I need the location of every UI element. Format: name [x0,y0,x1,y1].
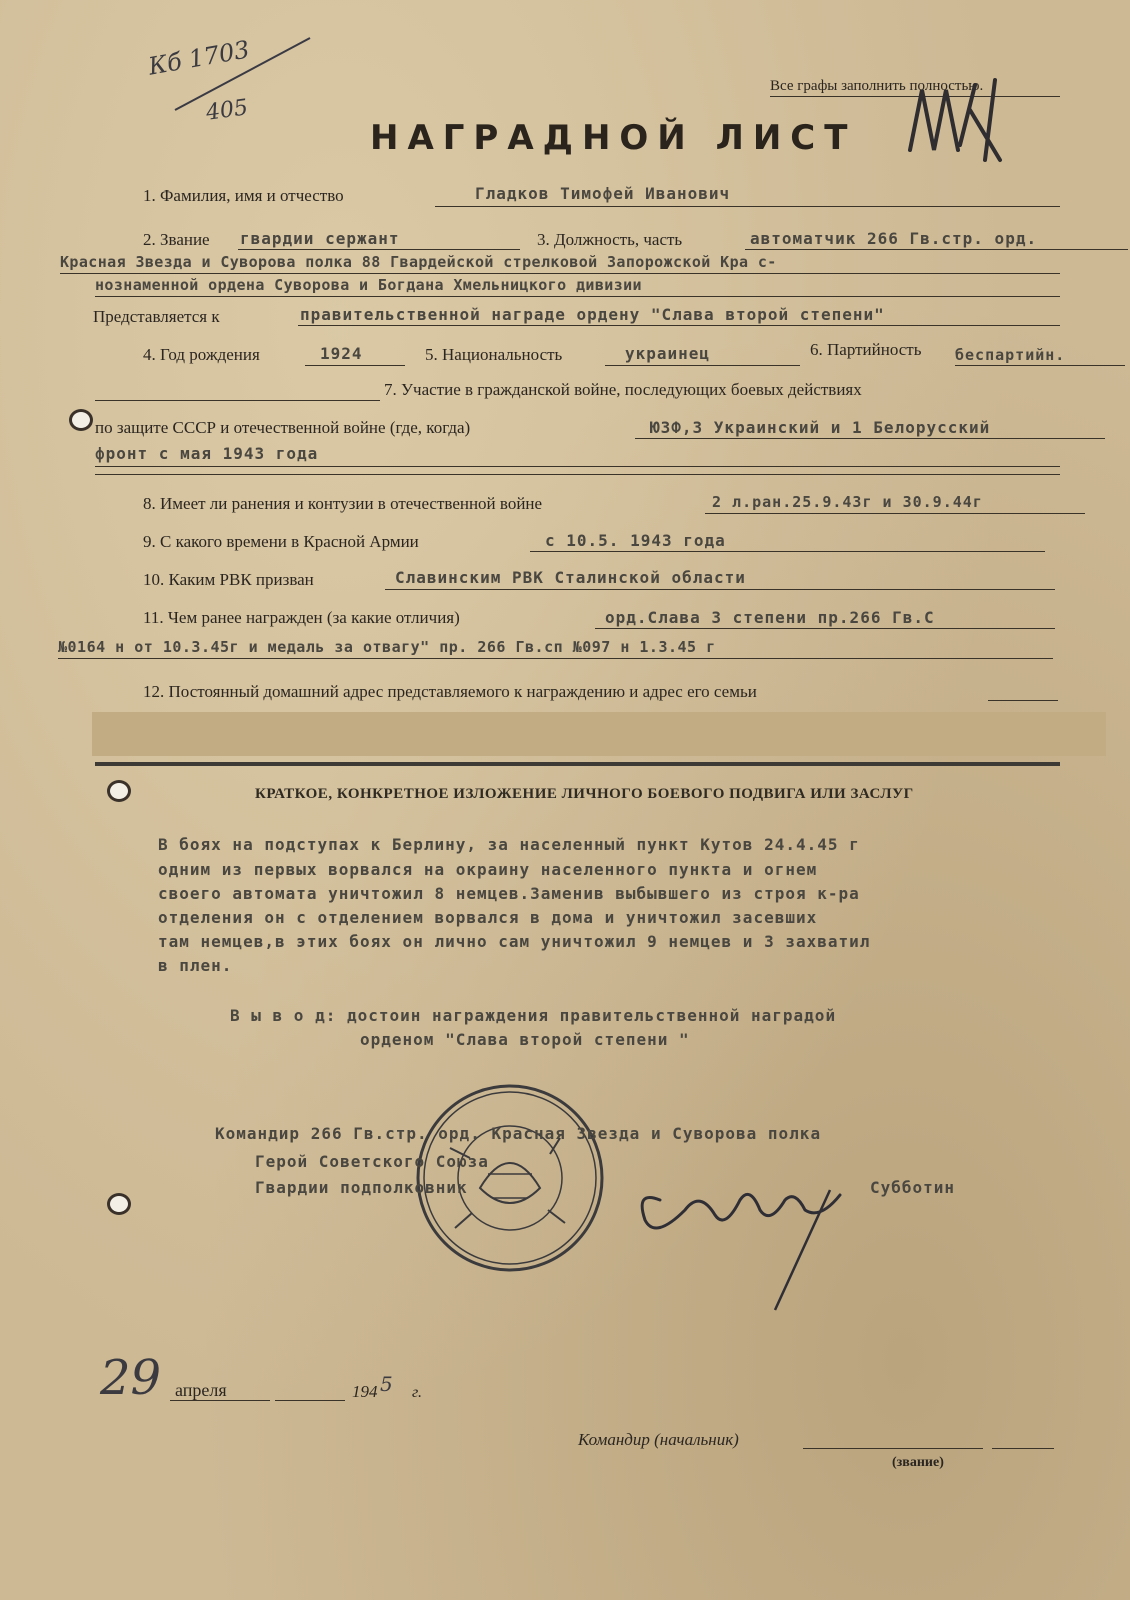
field-7-line3 [95,474,1060,475]
conclusion-line-1: В ы в о д: достоин награждения правительственной наградой [230,1006,837,1025]
field-7-label-line2: по защите СССР и отечественной войне (где, когда) [95,418,471,437]
field-12-line [988,700,1058,701]
signature-name: Субботин [870,1178,956,1197]
bottom-signature-line2 [992,1448,1054,1449]
presented-value: правительственной награде ордену "Слава второй степени" [300,305,885,324]
address-redaction [92,712,1106,756]
date-year-suffix: 5 [380,1372,393,1396]
field-12-label: 12. Постоянный домашний адрес представляемого к награждению и адрес его семьи [143,682,757,701]
date-year-prefix: 194 [352,1382,378,1401]
field-9-label: 9. С какого времени в Красной Армии [143,532,419,551]
field-3-value-line3: нознаменной ордена Суворова и Богдана Хмельницкого дивизии [95,276,642,294]
field-10-line [385,589,1055,590]
field-3-value-line2: Красная Звезда и Суворова полка 88 Гвардейской стрелковой Запорожской Кра с- [60,253,777,271]
date-year-abbrev: г. [412,1384,423,1401]
narrative-line-3: своего автомата уничтожил 8 немцев.Заменив выбывшего из строя к-ра [158,884,860,903]
corner-note-line2: 405 [204,95,250,126]
field-1-line [435,206,1060,207]
bottom-signature-line1 [803,1448,983,1449]
conclusion-line-2: орденом "Слава второй степени " [360,1030,690,1049]
handwritten-signature [630,1160,890,1320]
field-8-value: 2 л.ран.25.9.43г и 30.9.44г [712,493,983,511]
punch-hole-bottom [110,1196,128,1212]
section-divider [95,762,1060,766]
field-8-line [705,513,1085,514]
field-7-lead-line [95,400,380,401]
field-11-line2 [58,658,1053,659]
field-11-line1 [595,628,1055,629]
field-6-label: 6. Партийность [810,340,922,359]
date-day: 29 [100,1350,162,1406]
narrative-line-4: отделения он с отделением ворвался в дома и уничтожил засевших [158,908,818,927]
field-4-line [305,365,405,366]
field-9-value: с 10.5. 1943 года [545,531,726,550]
field-3-line3 [95,296,1060,297]
field-7-line1 [635,438,1105,439]
field-3-value-line1: автоматчик 266 Гв.стр. орд. [750,229,1038,248]
field-1-value: Гладков Тимофей Иванович [475,184,731,203]
narrative-line-1: В боях на подступах к Берлину, за населенный пункт Кутов 24.4.45 г [158,835,860,854]
date-month-line [170,1400,270,1401]
narrative-line-5: там немцев,в этих боях он лично сам уничтожил 9 немцев и 3 захватил [158,932,871,951]
signature-block-line2: Герой Советского Союза [255,1152,489,1171]
top-right-scribble [900,50,1020,170]
date-month: апреля [175,1380,227,1400]
field-7-value-line2: фронт с мая 1943 года [95,444,319,463]
punch-hole-top [72,412,90,428]
field-8-label: 8. Имеет ли ранения и контузии в отечественной войне [143,494,543,513]
corner-note-stroke [170,30,320,120]
field-5-label: 5. Национальность [425,345,563,364]
field-11-value-line1: орд.Слава 3 степени пр.266 Гв.С [605,608,935,627]
signature-block-line3: Гвардии подполковник [255,1178,468,1197]
field-7-line2 [95,466,1060,467]
narrative-line-2: одним из первых ворвался на окраину населенного пункта и огнем [158,860,818,879]
field-2-line [238,249,520,250]
field-9-line [530,551,1045,552]
field-10-value: Славинским РВК Сталинской области [395,568,746,587]
field-3-label: 3. Должность, часть [537,230,683,249]
field-4-value: 1924 [320,344,363,363]
bottom-signature-label: Командир (начальник) [578,1430,739,1449]
field-1-label: 1. Фамилия, имя и отчество [143,186,344,205]
field-11-label: 11. Чем ранее награжден (за какие отличия) [143,608,460,627]
field-7-value-line1: ЮЗФ,3 Украинский и 1 Белорусский [650,418,991,437]
section-heading: КРАТКОЕ, КОНКРЕТНОЕ ИЗЛОЖЕНИЕ ЛИЧНОГО БОЕВОГО ПОДВИГА ИЛИ ЗАСЛУГ [255,786,914,802]
field-5-value: украинец [625,344,711,363]
field-7-label-line1: 7. Участие в гражданской войне, последующих боевых действиях [384,380,862,399]
presented-label: Представляется к [93,307,220,326]
page-title: НАГРАДНОЙ ЛИСТ [370,118,857,158]
field-2-value: гвардии сержант [240,229,400,248]
bottom-signature-caption: (звание) [892,1455,944,1470]
field-11-value-line2: №0164 н от 10.3.45г и медаль за отвагу" пр. 266 Гв.сп №097 н 1.3.45 г [58,638,716,656]
signature-block-line1: Командир 266 Гв.стр. орд. Красная Звезда и Суворова полка [215,1124,822,1143]
field-4-label: 4. Год рождения [143,345,260,364]
date-blank-line [275,1400,345,1401]
field-3-line2 [60,273,1060,274]
instruction-text: Все графы заполнить полностью. [770,78,984,94]
presented-line [298,325,1060,326]
field-2-label: 2. Звание [143,230,210,249]
field-10-label: 10. Каким РВК призван [143,570,314,589]
field-6-line [955,365,1125,366]
field-6-value: беспартийн. [955,346,1066,364]
narrative-line-6: в плен. [158,956,233,975]
punch-hole-middle [110,783,128,799]
corner-note-line1: Кб 1703 [146,35,252,81]
field-5-line [605,365,800,366]
field-3-line1 [745,249,1128,250]
